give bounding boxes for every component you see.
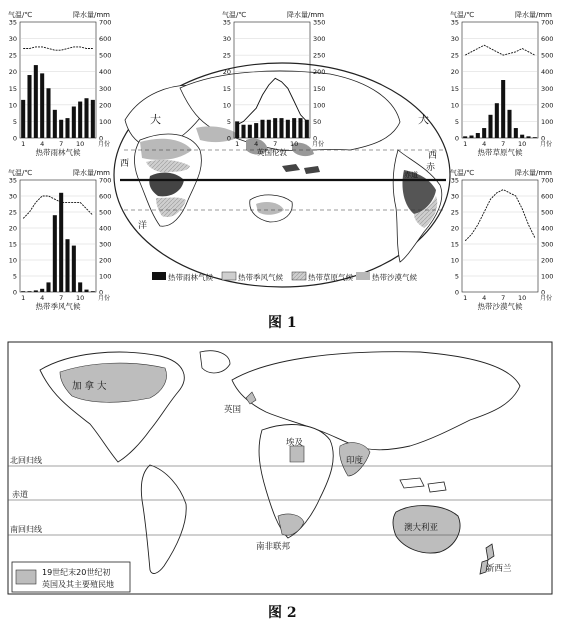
legend-label-desert: 热带沙漠气候 [372, 273, 417, 282]
precip-bar [84, 290, 88, 292]
chart-left-tick-label: 25 [222, 51, 231, 60]
chart-left-tick-label: 20 [450, 224, 459, 233]
chart-left-tick-label: 35 [8, 176, 17, 185]
precip-bar [65, 118, 69, 138]
chart-title: 热带季风气候 [35, 302, 81, 311]
precip-bar [78, 102, 82, 138]
chart-left-axis-label: 气温/℃ [450, 169, 475, 177]
climate-chart-desert [450, 168, 553, 311]
figure1-caption: 图 1 [268, 315, 297, 331]
precip-bar [292, 118, 296, 138]
chart-x-tick-label: 7 [501, 140, 506, 148]
chart-x-tick-label: 4 [40, 294, 45, 302]
precip-bar [469, 136, 473, 138]
chart-left-tick-label: 15 [450, 240, 459, 249]
chart-x-tick-label: 1 [21, 140, 26, 148]
chart-left-tick-label: 10 [8, 256, 17, 265]
chart-right-tick-label: 300 [99, 84, 112, 93]
temperature-line [465, 190, 535, 241]
precip-bar [40, 73, 44, 138]
chart-right-axis-label: 降水量/mm [287, 11, 324, 19]
chart-left-tick-label: 10 [450, 101, 459, 110]
chart-plot-frame [20, 180, 96, 292]
label-uk: 英国 [224, 405, 242, 415]
precip-bar [248, 125, 252, 138]
precip-bar [53, 215, 57, 292]
chart-left-tick-label: 10 [222, 101, 231, 110]
map-label-xi-right: 西 [428, 151, 438, 161]
chart-left-tick-label: 25 [450, 51, 459, 60]
chart-left-tick-label: 10 [450, 256, 459, 265]
precip-bar [501, 80, 505, 138]
precip-bar [59, 120, 63, 138]
chart-x-unit-label: 月份 [540, 295, 553, 302]
chart-right-tick-label: 0 [313, 134, 318, 143]
label-tropic-of-cancer: 北回归线 [10, 456, 42, 465]
precip-bar [520, 135, 524, 138]
map-label-yang: 洋 [138, 221, 148, 231]
chart-right-tick-label: 0 [541, 134, 546, 143]
chart-x-tick-label: 1 [463, 294, 468, 302]
chart-left-tick-label: 35 [450, 18, 459, 27]
chart-x-tick-label: 1 [21, 294, 26, 302]
chart-left-tick-label: 15 [8, 240, 17, 249]
chart-right-tick-label: 700 [99, 176, 112, 185]
precip-bar [507, 110, 511, 138]
label-canada: 加 拿 大 [72, 381, 107, 392]
chart-right-tick-label: 700 [541, 176, 554, 185]
chart-x-tick-label: 10 [518, 140, 527, 148]
precip-bar [514, 128, 518, 138]
map-label-equator: 赤道 [404, 171, 418, 179]
label-south-africa: 南非联邦 [256, 542, 291, 552]
chart-right-tick-label: 600 [99, 35, 112, 44]
precip-bar [488, 115, 492, 138]
chart-left-tick-label: 35 [450, 176, 459, 185]
label-equator: 赤道 [12, 490, 28, 499]
chart-right-tick-label: 200 [99, 101, 112, 110]
chart-right-tick-label: 400 [99, 68, 112, 77]
figure2-caption: 图 2 [268, 605, 297, 621]
legend-label-rainforest: 热带雨林气候 [168, 273, 213, 282]
precip-bar [91, 100, 95, 138]
chart-right-tick-label: 600 [541, 192, 554, 201]
precip-bar [267, 120, 271, 138]
chart-right-tick-label: 200 [99, 256, 112, 265]
chart-x-unit-label: 月份 [98, 141, 111, 148]
chart-right-tick-label: 200 [313, 68, 326, 77]
label-egypt: 埃及 [286, 438, 304, 448]
legend-swatch-monsoon [222, 272, 236, 280]
legend-label-savanna: 热带草原气候 [308, 273, 353, 282]
precip-bar [254, 123, 258, 138]
chart-right-tick-label: 100 [541, 272, 554, 281]
precip-bar [476, 133, 480, 138]
figure2-legend-line1: 19世纪末20世纪初 [42, 568, 111, 577]
precip-bar [27, 291, 31, 292]
chart-x-tick-label: 7 [501, 294, 506, 302]
chart-left-tick-label: 35 [8, 18, 17, 27]
chart-left-tick-label: 15 [222, 84, 231, 93]
chart-left-tick-label: 5 [454, 117, 459, 126]
chart-left-tick-label: 5 [12, 117, 17, 126]
precip-bar [305, 120, 309, 138]
climate-chart-monsoon [8, 168, 111, 311]
chart-right-axis-label: 降水量/mm [73, 11, 110, 19]
precip-bar [72, 107, 76, 138]
chart-x-tick-label: 4 [254, 140, 259, 148]
figure2-map [8, 342, 552, 594]
chart-left-tick-label: 30 [8, 35, 17, 44]
precip-bar [84, 98, 88, 138]
chart-right-tick-label: 200 [541, 101, 554, 110]
label-india: 印度 [346, 456, 364, 466]
chart-left-tick-label: 30 [8, 192, 17, 201]
label-australia: 澳大利亚 [404, 523, 439, 533]
chart-left-tick-label: 0 [454, 134, 459, 143]
legend-swatch-rainforest [152, 272, 166, 280]
chart-right-tick-label: 100 [313, 101, 326, 110]
chart-left-tick-label: 35 [222, 18, 231, 27]
label-new-zealand: 新西兰 [486, 564, 512, 574]
chart-left-tick-label: 15 [8, 84, 17, 93]
legend-label-monsoon: 热带季风气候 [238, 273, 283, 282]
chart-x-tick-label: 1 [235, 140, 240, 148]
figure2-legend-line2: 英国及其主要殖民地 [42, 580, 114, 589]
precip-bar [34, 65, 38, 138]
chart-x-tick-label: 7 [59, 294, 64, 302]
precip-bar [260, 120, 264, 138]
chart-right-tick-label: 350 [313, 18, 326, 27]
chart-left-axis-label: 气温/℃ [8, 11, 33, 19]
chart-right-axis-label: 降水量/mm [515, 169, 552, 177]
chart-left-tick-label: 30 [450, 35, 459, 44]
precip-bar [286, 120, 290, 138]
precip-bar [21, 291, 25, 292]
chart-left-tick-label: 25 [8, 51, 17, 60]
label-tropic-of-capricorn: 南回归线 [10, 525, 42, 534]
chart-plot-frame [462, 180, 538, 292]
chart-right-tick-label: 300 [313, 35, 326, 44]
chart-left-tick-label: 10 [8, 101, 17, 110]
figure1-map [114, 63, 450, 287]
chart-x-unit-label: 月份 [312, 141, 325, 148]
chart-title: 英国伦敦 [257, 148, 287, 157]
chart-right-tick-label: 500 [99, 51, 112, 60]
chart-x-unit-label: 月份 [540, 141, 553, 148]
precip-bar [72, 246, 76, 292]
chart-right-axis-label: 降水量/mm [515, 11, 552, 19]
chart-right-tick-label: 100 [99, 272, 112, 281]
chart-right-tick-label: 300 [99, 240, 112, 249]
precip-bar [46, 88, 50, 138]
precip-bar [65, 239, 69, 292]
chart-left-axis-label: 气温/℃ [8, 169, 33, 177]
precip-bar [34, 290, 38, 292]
chart-x-tick-label: 10 [290, 140, 299, 148]
climate-chart-rainforest [8, 10, 111, 157]
chart-right-tick-label: 100 [99, 117, 112, 126]
chart-plot-frame [462, 22, 538, 138]
chart-left-tick-label: 20 [8, 68, 17, 77]
precip-bar [495, 103, 499, 138]
chart-x-tick-label: 10 [76, 140, 85, 148]
temperature-line [465, 45, 535, 55]
chart-x-tick-label: 4 [40, 140, 45, 148]
chart-right-tick-label: 500 [541, 208, 554, 217]
chart-x-tick-label: 4 [482, 140, 487, 148]
precip-bar [273, 118, 277, 138]
chart-left-tick-label: 20 [222, 68, 231, 77]
chart-left-axis-label: 气温/℃ [450, 11, 475, 19]
chart-left-tick-label: 5 [454, 272, 459, 281]
chart-title: 热带沙漠气候 [477, 302, 523, 311]
precip-bar [241, 125, 245, 138]
egypt-colony [290, 446, 304, 462]
map-label-da-right: 大 [418, 113, 429, 126]
chart-left-tick-label: 0 [12, 134, 17, 143]
chart-left-tick-label: 25 [450, 208, 459, 217]
precip-bar [59, 193, 63, 292]
precip-bar [27, 75, 31, 138]
precip-bar [91, 291, 95, 292]
chart-left-tick-label: 15 [450, 84, 459, 93]
temperature-line [23, 47, 93, 50]
precip-bar [78, 282, 82, 292]
map-label-xi-left: 西 [120, 159, 130, 169]
chart-x-tick-label: 1 [463, 140, 468, 148]
precip-bar [21, 100, 25, 138]
chart-x-tick-label: 4 [482, 294, 487, 302]
chart-x-tick-label: 10 [518, 294, 527, 302]
chart-left-tick-label: 0 [226, 134, 231, 143]
precip-bar [46, 282, 50, 292]
legend-swatch-savanna [292, 272, 306, 280]
chart-right-axis-label: 降水量/mm [73, 169, 110, 177]
precip-bar [463, 136, 467, 138]
map-label-china: 赤 [426, 163, 436, 173]
chart-left-axis-label: 气温/℃ [222, 11, 247, 19]
precip-bar [40, 289, 44, 292]
precip-bar [526, 136, 530, 138]
chart-right-tick-label: 100 [541, 117, 554, 126]
chart-left-tick-label: 5 [226, 117, 231, 126]
chart-right-tick-label: 0 [99, 134, 104, 143]
chart-right-tick-label: 0 [99, 288, 104, 297]
chart-right-tick-label: 700 [541, 18, 554, 27]
legend-swatch-desert [356, 272, 370, 280]
chart-right-tick-label: 700 [99, 18, 112, 27]
chart-left-tick-label: 30 [450, 192, 459, 201]
chart-title: 热带草原气候 [477, 148, 523, 157]
chart-right-tick-label: 600 [99, 192, 112, 201]
chart-left-tick-label: 20 [8, 224, 17, 233]
chart-x-tick-label: 7 [59, 140, 64, 148]
chart-left-tick-label: 0 [12, 288, 17, 297]
chart-right-tick-label: 500 [99, 208, 112, 217]
map-label-da: 大 [150, 113, 161, 126]
precip-bar [482, 128, 486, 138]
chart-right-tick-label: 400 [99, 224, 112, 233]
temperature-line [23, 196, 93, 218]
chart-right-tick-label: 150 [313, 84, 326, 93]
chart-right-tick-label: 50 [313, 117, 322, 126]
chart-left-tick-label: 0 [454, 288, 459, 297]
precip-bar [53, 110, 57, 138]
precip-bar [533, 137, 537, 138]
chart-right-tick-label: 250 [313, 51, 326, 60]
precip-bar [298, 118, 302, 138]
chart-right-tick-label: 300 [541, 240, 554, 249]
chart-x-tick-label: 7 [273, 140, 278, 148]
chart-left-tick-label: 25 [8, 208, 17, 217]
chart-right-tick-label: 400 [541, 68, 554, 77]
chart-right-tick-label: 0 [541, 288, 546, 297]
chart-right-tick-label: 500 [541, 51, 554, 60]
climate-chart-savanna [450, 10, 553, 157]
chart-title: 热带雨林气候 [35, 148, 81, 157]
chart-right-tick-label: 200 [541, 256, 554, 265]
chart-left-tick-label: 20 [450, 68, 459, 77]
chart-right-tick-label: 300 [541, 84, 554, 93]
chart-left-tick-label: 30 [222, 35, 231, 44]
chart-right-tick-label: 400 [541, 224, 554, 233]
precip-bar [279, 118, 283, 138]
chart-x-tick-label: 10 [76, 294, 85, 302]
chart-left-tick-label: 5 [12, 272, 17, 281]
chart-x-unit-label: 月份 [98, 295, 111, 302]
figure2-legend-swatch [16, 570, 36, 584]
chart-right-tick-label: 600 [541, 35, 554, 44]
